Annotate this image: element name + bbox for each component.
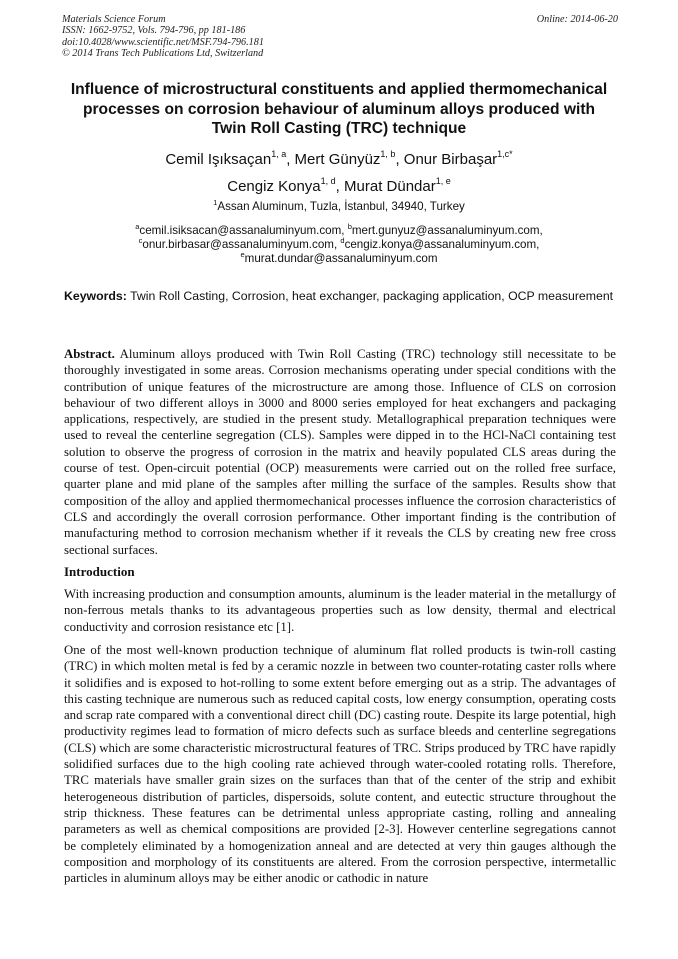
email-line-1: $^a$cemil.isiksacan@assanaluminyum.com, $^b$mert.gunyuz@assanaluminyum.com, [135, 222, 543, 237]
email-link[interactable]: cengiz.konya@assanaluminyum.com [344, 238, 537, 251]
journal-header [62, 14, 618, 60]
email-link[interactable]: mert.gunyuz@assanaluminyum.com [351, 224, 540, 237]
email-sup: e [240, 250, 245, 259]
email-link[interactable]: cemil.isiksacan@assanaluminyum.com [139, 224, 342, 237]
email-sup: d [340, 236, 345, 245]
email-sup: b [347, 222, 352, 231]
author-name: Mert Günyüz [294, 151, 381, 168]
email-link[interactable]: murat.dundar@assanaluminyum.com [244, 252, 438, 265]
author-name: Onur Birbaşar [403, 151, 498, 168]
author-affil-sup: 1,c* [497, 149, 513, 159]
author-line-2: Cengiz Konya$^{1, d}$, Murat Dündar$^{1, e}$ [227, 176, 451, 195]
paper-title: Influence of microstructural constituents and applied thermomechanical processes on corrosion behaviour of aluminum alloys produced with Twin Roll Casting (TRC) technique [70, 81, 608, 137]
online-date: Online: 2014-06-20 [536, 14, 618, 25]
journal-name: Materials Science Forum [62, 14, 166, 25]
section-heading-introduction: Introduction [64, 564, 135, 579]
email-list [40, 224, 638, 266]
keywords-label: Keywords: [64, 289, 127, 303]
author-name: Cengiz Konya [227, 178, 321, 195]
author-affil-sup: 1, b [380, 149, 396, 159]
email-sup: c [138, 236, 143, 245]
affiliation [40, 200, 638, 214]
abstract-text: Aluminum alloys produced with Twin Roll Casting (TRC) technology still necessitate to be thoroughly investigated in some areas. Corrosion mechanisms operating under special conditions with the contribution of unique features of the microstructure are among those. Influence of CLS on corrosion behaviour of two different alloys in 3000 and 8000 series employed for heat exchangers and packaging applications, respectively, are studied in the present study. Metallographical preparation techniques were used to reveal the centerline segregation (CLS). Samples were dipped in to the HCl-NaCl containing test solution to observe the progress of corrosion in the matrix and heavily populated CLS areas during the course of test. Open-circuit potential (OCP) measurements were carried out on the rolled free surface, quarter plane and mid plane of the samples after milling the surface of the samples. Results show that composition of the alloy and applied thermomechanical processes influence the corrosion characteristics of CLS and accordingly the overall corrosion performance. Other important finding is the contribution of manufacturing method to corrosion mechanism whether if it reveals the CLS by creating new free cross sectional surfaces. [64, 347, 616, 557]
abstract-label: Abstract. [64, 347, 115, 361]
journal-issn: ISSN: 1662-9752, Vols. 794-796, pp 181-186 [62, 25, 246, 37]
journal-copyright: © 2014 Trans Tech Publications Ltd, Switzerland [62, 48, 264, 60]
author-line-1: Cemil Işıksaçan$^{1, a}$, Mert Günyüz$^{1, b}$, Onur Birbaşar$^{1,c*}$ [165, 149, 513, 168]
email-sup: a [135, 222, 140, 231]
email-link[interactable]: onur.birbasar@assanaluminyum.com [142, 238, 334, 251]
author-name: Cemil Işıksaçan [165, 151, 272, 168]
author-affil-sup: 1, a [271, 149, 287, 159]
author-affil-sup: 1, e [435, 176, 451, 186]
affiliation-text: Assan Aluminum, Tuzla, İstanbul, 34940, Turkey [217, 200, 465, 213]
intro-paragraph-1: With increasing production and consumption amounts, aluminum is the leader material in the metallurgy of non-ferrous metals thanks to its advantageous properties such as low density, thermal and electrical conductivity and corrosion resistance etc [1]. [64, 587, 616, 634]
author-list [40, 146, 638, 200]
author-affil-sup: 1, d [320, 176, 336, 186]
affiliation-sup: 1 [213, 198, 218, 207]
email-line-3 [40, 252, 638, 266]
author-name: Murat Dündar [344, 178, 436, 195]
intro-paragraph-2: One of the most well-known production technique of aluminum flat rolled products is twin-roll casting (TRC) in which molten metal is fed by a ceramic nozzle in between two counter-rotating caster rolls where it solidifies and is exposed to hot-rolling to some extent before emerging out as a strip. The advantages of this casting technique are numerous such as reduced capital costs, low energy consumption, operating costs and scrap rate compared with a conventional direct chill (DC) casting route. Despite its large potential, high productivity regimes lead to formation of micro defects such as surface bleeds and centerline segregations (CLS) which are some characteristic microstructural features of TRC. Strips produced by TRC have rapidly solidified surfaces due to the high cooling rate achieved through water-cooled rotating rolls. Therefore, TRC materials have smaller grain sizes on the surfaces than that of the center of the strip and exhibit heterogeneous distribution of particles, dispersoids, solute content, and eutectic structure throughout the strip thickness. These features can be detrimental unless appropriate casting, rolling and annealing parameters as well as chemical compositions are provided [2-3]. However centerline segregations cannot be completely eliminated by a homogenization anneal and are detected at very thin gauges although the composition and morphology of its constituents are altered. From the corrosion perspective, intermetallic particles in aluminum alloys may be either anodic or cathodic in nature [64, 643, 616, 886]
journal-doi: doi:10.4028/www.scientific.net/MSF.794-796.181 [62, 36, 264, 48]
keywords [64, 289, 614, 304]
abstract [64, 346, 616, 558]
email-line-2: $^c$onur.birbasar@assanaluminyum.com, $^d$cengiz.konya@assanaluminyum.com, [138, 236, 540, 251]
keywords-text: Twin Roll Casting, Corrosion, heat exchanger, packaging application, OCP measurement [130, 289, 614, 303]
